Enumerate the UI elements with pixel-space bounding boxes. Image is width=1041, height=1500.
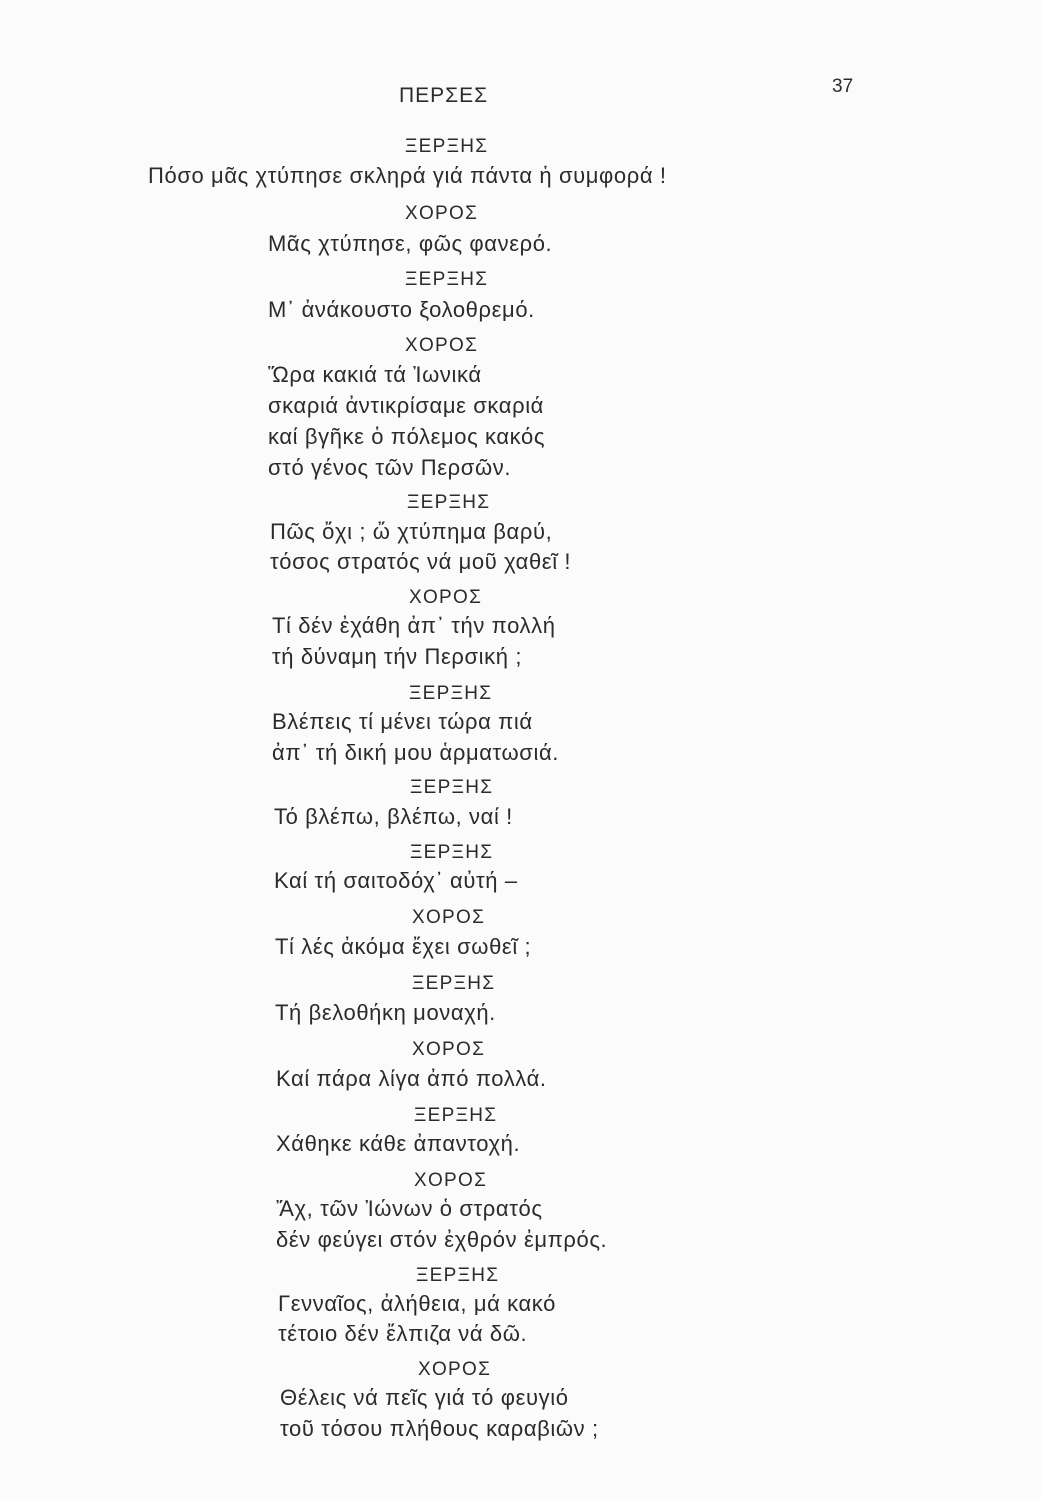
verse-line: τέτοιο δέν ἔλπιζα νά δῶ. <box>278 1321 528 1346</box>
verse-line: Βλέπεις τί μένει τώρα πιά <box>272 709 533 734</box>
verse-line: τόσος στρατός νά μοῦ χαθεῖ ! <box>270 549 572 574</box>
verse-line: Μᾶς χτύπησε, φῶς φανερό. <box>268 231 553 256</box>
verse-line: Τί λές ἀκόμα ἔχει σωθεῖ ; <box>275 934 532 959</box>
verse-line: Τί δέν ἐχάθη ἀπ᾽ τήν πολλή <box>272 613 556 638</box>
verse-line: καί βγῆκε ὁ πόλεμος κακός <box>268 424 546 449</box>
speaker-name: ΧΟΡΟΣ <box>405 203 479 224</box>
verse-line: Χάθηκε κάθε ἀπαντοχή. <box>276 1131 521 1156</box>
verse-line: Ἄχ, τῶν Ἰώνων ὁ στρατός <box>276 1196 543 1221</box>
verse-line: Τό βλέπω, βλέπω, ναί ! <box>274 804 513 829</box>
speaker-name: ΧΟΡΟΣ <box>405 335 479 356</box>
verse-line: τή δύναμη τήν Περσική ; <box>272 644 523 669</box>
speaker-name: ΞΕΡΞΗΣ <box>410 777 494 798</box>
verse-line: τοῦ τόσου πλήθους καραβιῶν ; <box>280 1416 599 1441</box>
verse-line: δέν φεύγει στόν ἐχθρόν ἐμπρός. <box>276 1227 608 1252</box>
speaker-name: ΞΕΡΞΗΣ <box>414 1105 498 1126</box>
verse-line: σκαριά ἀντικρίσαμε σκαριά <box>268 393 545 418</box>
page-number: 37 <box>832 76 854 97</box>
verse-line: Τή βελοθήκη μοναχή. <box>275 1000 496 1025</box>
speaker-name: ΞΕΡΞΗΣ <box>405 136 489 157</box>
verse-line: Θέλεις νά πεῖς γιά τό φευγιό <box>280 1385 569 1410</box>
speaker-name: ΧΟΡΟΣ <box>409 587 483 608</box>
verse-line: ἀπ᾽ τή δική μου ἁρματωσιά. <box>272 740 559 765</box>
speaker-name: ΧΟΡΟΣ <box>412 1039 486 1060</box>
speaker-name: ΞΕΡΞΗΣ <box>405 269 489 290</box>
verse-line: Ὥρα κακιά τά Ἰωνικά <box>268 362 482 387</box>
speaker-name: ΧΟΡΟΣ <box>412 907 486 928</box>
verse-line: Πόσο μᾶς χτύπησε σκληρά γιά πάντα ἡ συμφορά ! <box>148 163 667 188</box>
verse-line: στό γένος τῶν Περσῶν. <box>268 455 512 480</box>
speaker-name: ΞΕΡΞΗΣ <box>410 842 494 863</box>
verse-line: Πῶς ὄχι ; ὤ χτύπημα βαρύ, <box>270 519 553 544</box>
speaker-name: ΧΟΡΟΣ <box>414 1170 488 1191</box>
verse-line: Καί τή σαιτοδόχ᾽ αὐτή – <box>274 868 518 893</box>
speaker-name: ΞΕΡΞΗΣ <box>412 973 496 994</box>
speaker-name: ΧΟΡΟΣ <box>418 1359 492 1380</box>
verse-line: Γενναῖος, ἀλήθεια, μά κακό <box>278 1291 556 1316</box>
speaker-name: ΞΕΡΞΗΣ <box>407 492 491 513</box>
verse-line: Μ᾽ ἀνάκουστο ξολοθρεμό. <box>268 297 535 322</box>
verse-line: Καί πάρα λίγα ἀπό πολλά. <box>276 1066 547 1091</box>
speaker-name: ΞΕΡΞΗΣ <box>409 683 493 704</box>
speaker-name: ΞΕΡΞΗΣ <box>416 1265 500 1286</box>
running-title: ΠΕΡΣΕΣ <box>399 84 489 107</box>
